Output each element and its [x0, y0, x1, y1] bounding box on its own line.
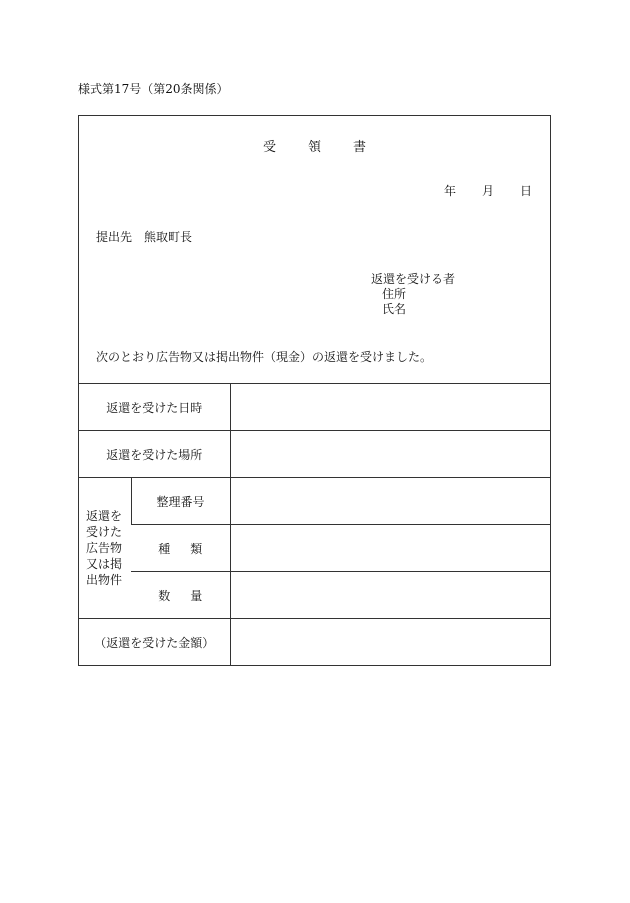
table-row	[79, 572, 550, 619]
label-quantity-char: 量	[190, 588, 203, 603]
recipient-heading: 返還を受ける者	[371, 272, 456, 286]
date-year: 年	[443, 184, 456, 198]
statement: 次のとおり広告物又は掲出物件（現金）の返還を受けました。	[96, 350, 433, 364]
label-kind-char: 類	[190, 541, 203, 556]
addressee: 提出先 熊取町長	[96, 230, 193, 244]
receipt-form	[78, 115, 551, 666]
value-kind[interactable]	[230, 525, 550, 572]
group-label-line: 出物件	[86, 573, 123, 587]
date-line	[418, 182, 532, 199]
table-row	[79, 619, 550, 666]
label-returned-items	[79, 478, 131, 619]
label-place: 返還を受けた場所	[79, 431, 230, 478]
table-row	[79, 478, 550, 525]
date-month: 月	[481, 184, 494, 198]
recipient-address-label: 住所	[382, 287, 407, 301]
table-row	[79, 525, 550, 572]
group-label-line: 受けた	[86, 525, 123, 539]
title-char: 書	[353, 140, 367, 155]
value-amount[interactable]	[230, 619, 550, 666]
title-char: 領	[307, 140, 321, 155]
group-label-line: 広告物	[86, 541, 123, 555]
recipient-name-label: 氏名	[382, 302, 407, 316]
group-label-line: 又は掲	[86, 557, 123, 571]
group-label-line: 返還を	[86, 509, 123, 523]
table-row	[79, 431, 550, 478]
label-kind-char: 種	[158, 541, 171, 556]
label-quantity-char: 数	[158, 588, 171, 603]
recipient-block	[371, 272, 455, 317]
label-reference-number: 整理番号	[131, 478, 230, 525]
value-datetime[interactable]	[230, 384, 550, 431]
value-place[interactable]	[230, 431, 550, 478]
document-title	[79, 136, 550, 155]
label-quantity	[131, 572, 230, 619]
label-datetime: 返還を受けた日時	[79, 384, 230, 431]
table-row	[79, 384, 550, 431]
label-kind	[131, 525, 230, 572]
value-reference-number[interactable]	[230, 478, 550, 525]
value-quantity[interactable]	[230, 572, 550, 619]
label-amount: （返還を受けた金額）	[79, 619, 230, 666]
date-day: 日	[519, 184, 532, 198]
form-number: 様式第17号（第20条関係）	[78, 82, 229, 96]
title-char: 受	[262, 140, 276, 155]
return-details-table	[79, 383, 550, 665]
